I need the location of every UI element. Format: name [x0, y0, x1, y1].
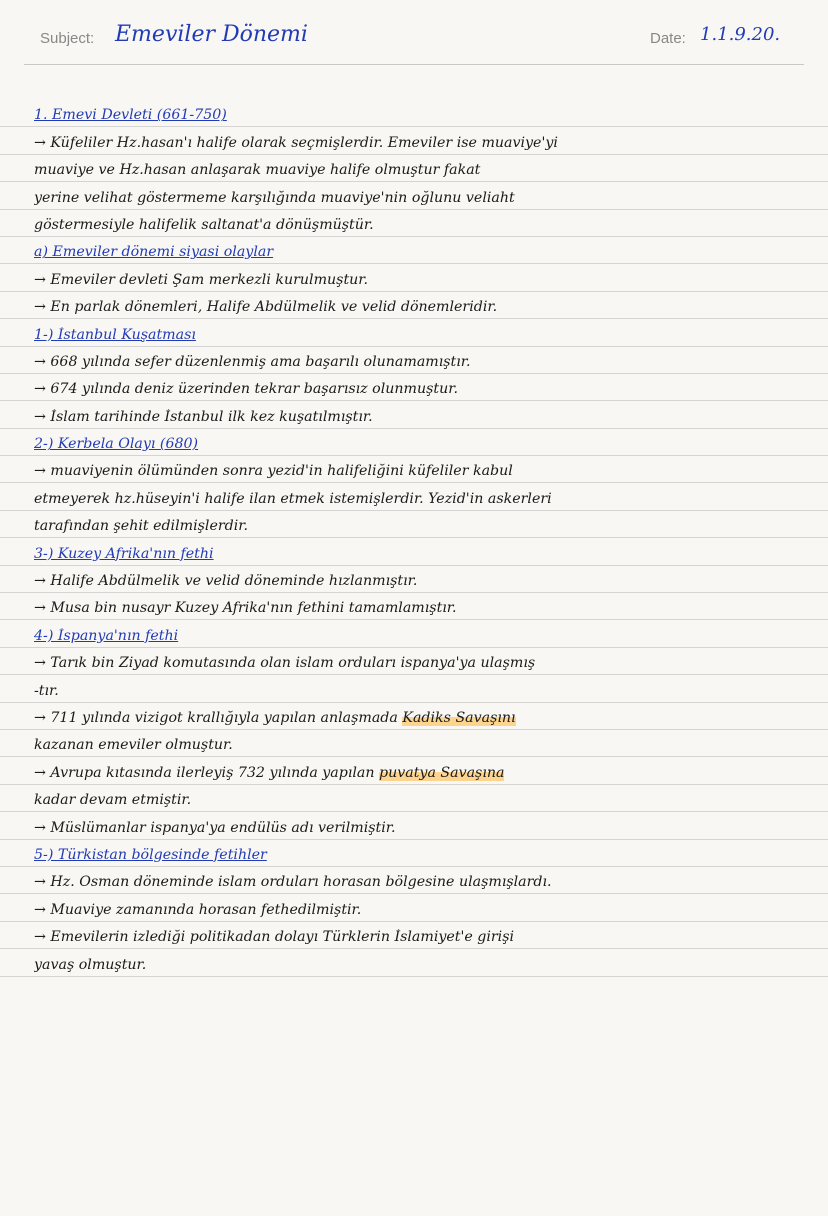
- note-text: yavaş olmuştur.: [34, 956, 147, 973]
- note-text: → Emeviler devleti Şam merkezli kurulmuştur.: [34, 271, 369, 288]
- note-text: 1. Emevi Devleti (661-750): [34, 107, 227, 124]
- ruled-lines: [0, 100, 828, 977]
- note-text: kadar devam etmiştir.: [34, 792, 192, 809]
- note-line: [0, 210, 828, 237]
- note-text: kazanan emeviler olmuştur.: [34, 737, 233, 754]
- note-text: → Hz. Osman döneminde islam orduları horasan bölgesine ulaşmışlardı.: [34, 874, 552, 891]
- note-line: [0, 483, 828, 510]
- subject-value: Emeviler Dönemi: [115, 22, 308, 47]
- note-text: → Tarık bin Ziyad komutasında olan islam orduları ispanya'ya ulaşmış: [34, 655, 536, 672]
- note-line: [0, 867, 828, 894]
- note-text: 2-) Kerbela Olayı (680): [34, 436, 199, 453]
- note-text: → muaviyenin ölümünden sonra yezid'in halifeliğini küfeliler kabul: [34, 463, 513, 480]
- note-text: etmeyerek hz.hüseyin'i halife ilan etmek istemişlerdir. Yezid'in askerleri: [34, 490, 552, 507]
- note-line: [0, 949, 828, 976]
- note-line: [0, 511, 828, 538]
- note-line: [0, 264, 828, 291]
- note-text: 4-) İspanya'nın fethi: [34, 627, 179, 644]
- note-line: [0, 648, 828, 675]
- note-text: → En parlak dönemleri, Halife Abdülmelik ve velid dönemleridir.: [34, 299, 498, 316]
- note-text: a) Emeviler dönemi siyasi olaylar: [34, 244, 274, 261]
- note-line: [0, 812, 828, 839]
- note-heading: [0, 620, 828, 647]
- highlighted-text: puvatya Savaşına: [379, 764, 505, 781]
- note-text: -tır.: [34, 682, 59, 699]
- note-line: [0, 374, 828, 401]
- note-heading: [0, 319, 828, 346]
- note-text: → 668 yılında sefer düzenlenmiş ama başarılı olunamamıştır.: [34, 353, 471, 370]
- note-text: göstermesiyle halifelik saltanat'a dönüşmüştür.: [34, 216, 374, 233]
- note-text: → Küfeliler Hz.hasan'ı halife olarak seçmişlerdir. Emeviler ise muaviye'yi: [34, 134, 558, 151]
- note-text: → Avrupa kıtasında ilerleyiş 732 yılında yapılan puvatya Savaşına: [34, 764, 505, 781]
- note-line: [0, 155, 828, 182]
- note-heading: [0, 840, 828, 867]
- note-line: [0, 785, 828, 812]
- note-text: → 674 yılında deniz üzerinden tekrar başarısız olunmuştur.: [34, 381, 458, 398]
- note-text: → Muaviye zamanında horasan fethedilmiştir.: [34, 901, 362, 918]
- note-line: [0, 593, 828, 620]
- note-text: yerine velihat göstermeme karşılığında muaviye'nin oğlunu veliaht: [34, 189, 515, 206]
- note-text: muaviye ve Hz.hasan anlaşarak muaviye halife olmuştur fakat: [34, 162, 481, 179]
- note-text: → Müslümanlar ispanya'ya endülüs adı verilmiştir.: [34, 819, 396, 836]
- note-line: [0, 401, 828, 428]
- date-label: Date:: [650, 30, 686, 47]
- highlighted-text: Kadiks Savaşını: [402, 709, 516, 726]
- note-line: [0, 127, 828, 154]
- note-heading: [0, 237, 828, 264]
- note-heading: [0, 429, 828, 456]
- note-line: [0, 703, 828, 730]
- note-line: [0, 347, 828, 374]
- note-text: → Halife Abdülmelik ve velid döneminde hızlanmıştır.: [34, 573, 418, 590]
- note-line: [0, 292, 828, 319]
- note-line: [0, 566, 828, 593]
- note-line: [0, 675, 828, 702]
- date-value: 1.1.9.20.: [700, 24, 781, 45]
- note-line: [0, 894, 828, 921]
- note-line: [0, 456, 828, 483]
- note-text: 5-) Türkistan bölgesinde fetihler: [34, 846, 267, 863]
- page-header: [0, 0, 828, 62]
- note-text: → Musa bin nusayr Kuzey Afrika'nın fethini tamamlamıştır.: [34, 600, 457, 617]
- note-heading: [0, 100, 828, 127]
- note-line: [0, 757, 828, 784]
- note-line: [0, 730, 828, 757]
- note-text: tarafından şehit edilmişlerdir.: [34, 518, 248, 535]
- subject-label: Subject:: [40, 30, 95, 47]
- note-text: → 711 yılında vizigot krallığıyla yapılan anlaşmada Kadiks Savaşını: [34, 709, 516, 726]
- note-heading: [0, 538, 828, 565]
- note-text: → İslam tarihinde İstanbul ilk kez kuşatılmıştır.: [34, 408, 373, 425]
- header-rule: [24, 64, 804, 65]
- note-text: → Emevilerin izlediği politikadan dolayı Türklerin İslamiyet'e girişi: [34, 929, 515, 946]
- note-line: [0, 182, 828, 209]
- note-line: [0, 922, 828, 949]
- note-text: 3-) Kuzey Afrika'nın fethi: [34, 545, 214, 562]
- note-text: 1-) İstanbul Kuşatması: [34, 326, 196, 343]
